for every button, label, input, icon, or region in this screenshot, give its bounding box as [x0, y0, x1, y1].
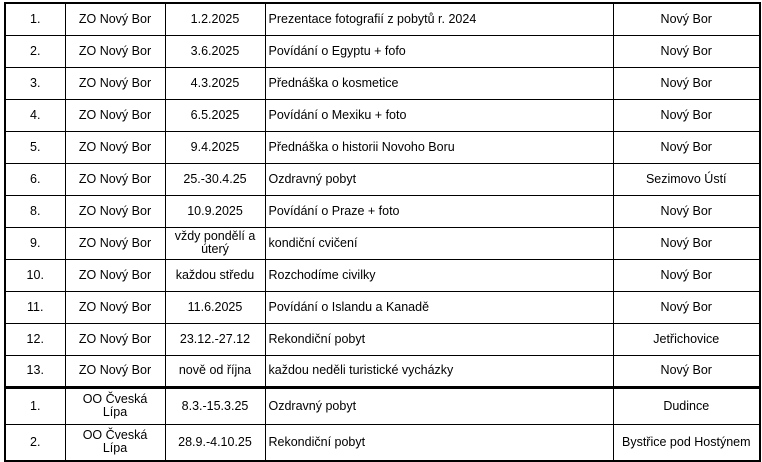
- events-table: [4, 2, 761, 462]
- cell-date: 1.2.2025: [165, 3, 265, 35]
- cell-org: ZO Nový Bor: [65, 67, 165, 99]
- cell-date: 9.4.2025: [165, 131, 265, 163]
- events-table-body: [5, 3, 760, 461]
- table-row: [5, 99, 760, 131]
- table-row: [5, 35, 760, 67]
- cell-date: 23.12.-27.12: [165, 323, 265, 355]
- cell-activity: Ozdravný pobyt: [265, 163, 613, 195]
- table-row: [5, 131, 760, 163]
- cell-activity: každou neděli turistické vycházky: [265, 355, 613, 387]
- cell-date: 8.3.-15.3.25: [165, 387, 265, 424]
- cell-org: ZO Nový Bor: [65, 291, 165, 323]
- cell-place: Bystřice pod Hostýnem: [613, 424, 760, 461]
- cell-org: ZO Nový Bor: [65, 195, 165, 227]
- cell-org: OO Čveská Lípa: [65, 387, 165, 424]
- cell-date: 11.6.2025: [165, 291, 265, 323]
- cell-place: Nový Bor: [613, 131, 760, 163]
- table-row: [5, 259, 760, 291]
- cell-activity: Povídání o Praze + foto: [265, 195, 613, 227]
- cell-num: 1.: [5, 3, 65, 35]
- cell-num: 12.: [5, 323, 65, 355]
- cell-org: ZO Nový Bor: [65, 3, 165, 35]
- cell-date: 4.3.2025: [165, 67, 265, 99]
- cell-num: 6.: [5, 163, 65, 195]
- table-row: [5, 67, 760, 99]
- cell-org: ZO Nový Bor: [65, 131, 165, 163]
- cell-num: 13.: [5, 355, 65, 387]
- table-row: [5, 163, 760, 195]
- cell-num: 2.: [5, 424, 65, 461]
- cell-num: 5.: [5, 131, 65, 163]
- table-row: [5, 291, 760, 323]
- cell-org: ZO Nový Bor: [65, 99, 165, 131]
- cell-org: ZO Nový Bor: [65, 35, 165, 67]
- cell-num: 8.: [5, 195, 65, 227]
- cell-activity: Povídání o Egyptu + fofo: [265, 35, 613, 67]
- cell-activity: Přednáška o historii Novoho Boru: [265, 131, 613, 163]
- cell-date: 6.5.2025: [165, 99, 265, 131]
- cell-activity: Přednáška o kosmetice: [265, 67, 613, 99]
- cell-date: 25.-30.4.25: [165, 163, 265, 195]
- cell-date: 28.9.-4.10.25: [165, 424, 265, 461]
- cell-org: ZO Nový Bor: [65, 227, 165, 259]
- cell-num: 4.: [5, 99, 65, 131]
- cell-place: Sezimovo Ústí: [613, 163, 760, 195]
- table-row: [5, 424, 760, 461]
- cell-activity: Rekondiční pobyt: [265, 323, 613, 355]
- cell-place: Nový Bor: [613, 3, 760, 35]
- cell-activity: kondiční cvičení: [265, 227, 613, 259]
- cell-place: Nový Bor: [613, 291, 760, 323]
- cell-activity: Prezentace fotografií z pobytů r. 2024: [265, 3, 613, 35]
- cell-place: Nový Bor: [613, 99, 760, 131]
- cell-num: 11.: [5, 291, 65, 323]
- cell-activity: Rozchodíme civilky: [265, 259, 613, 291]
- cell-num: 3.: [5, 67, 65, 99]
- cell-num: 2.: [5, 35, 65, 67]
- table-row: [5, 387, 760, 424]
- cell-place: Nový Bor: [613, 355, 760, 387]
- table-row: [5, 323, 760, 355]
- table-row: [5, 195, 760, 227]
- cell-place: Dudince: [613, 387, 760, 424]
- cell-date: vždy pondělí a úterý: [165, 227, 265, 259]
- cell-date: nově od října: [165, 355, 265, 387]
- cell-org: ZO Nový Bor: [65, 355, 165, 387]
- cell-place: Nový Bor: [613, 35, 760, 67]
- cell-activity: Povídání o Mexiku + foto: [265, 99, 613, 131]
- cell-place: Jetřichovice: [613, 323, 760, 355]
- table-row: [5, 3, 760, 35]
- cell-place: Nový Bor: [613, 195, 760, 227]
- cell-org: ZO Nový Bor: [65, 323, 165, 355]
- cell-place: Nový Bor: [613, 259, 760, 291]
- cell-org: OO Čveská Lípa: [65, 424, 165, 461]
- cell-org: ZO Nový Bor: [65, 259, 165, 291]
- cell-date: 3.6.2025: [165, 35, 265, 67]
- cell-num: 9.: [5, 227, 65, 259]
- cell-place: Nový Bor: [613, 227, 760, 259]
- cell-activity: Rekondiční pobyt: [265, 424, 613, 461]
- cell-date: každou středu: [165, 259, 265, 291]
- cell-activity: Povídání o Islandu a Kanadě: [265, 291, 613, 323]
- cell-num: 10.: [5, 259, 65, 291]
- cell-place: Nový Bor: [613, 67, 760, 99]
- table-row: [5, 355, 760, 387]
- cell-org: ZO Nový Bor: [65, 163, 165, 195]
- cell-num: 1.: [5, 387, 65, 424]
- cell-activity: Ozdravný pobyt: [265, 387, 613, 424]
- table-row: [5, 227, 760, 259]
- cell-date: 10.9.2025: [165, 195, 265, 227]
